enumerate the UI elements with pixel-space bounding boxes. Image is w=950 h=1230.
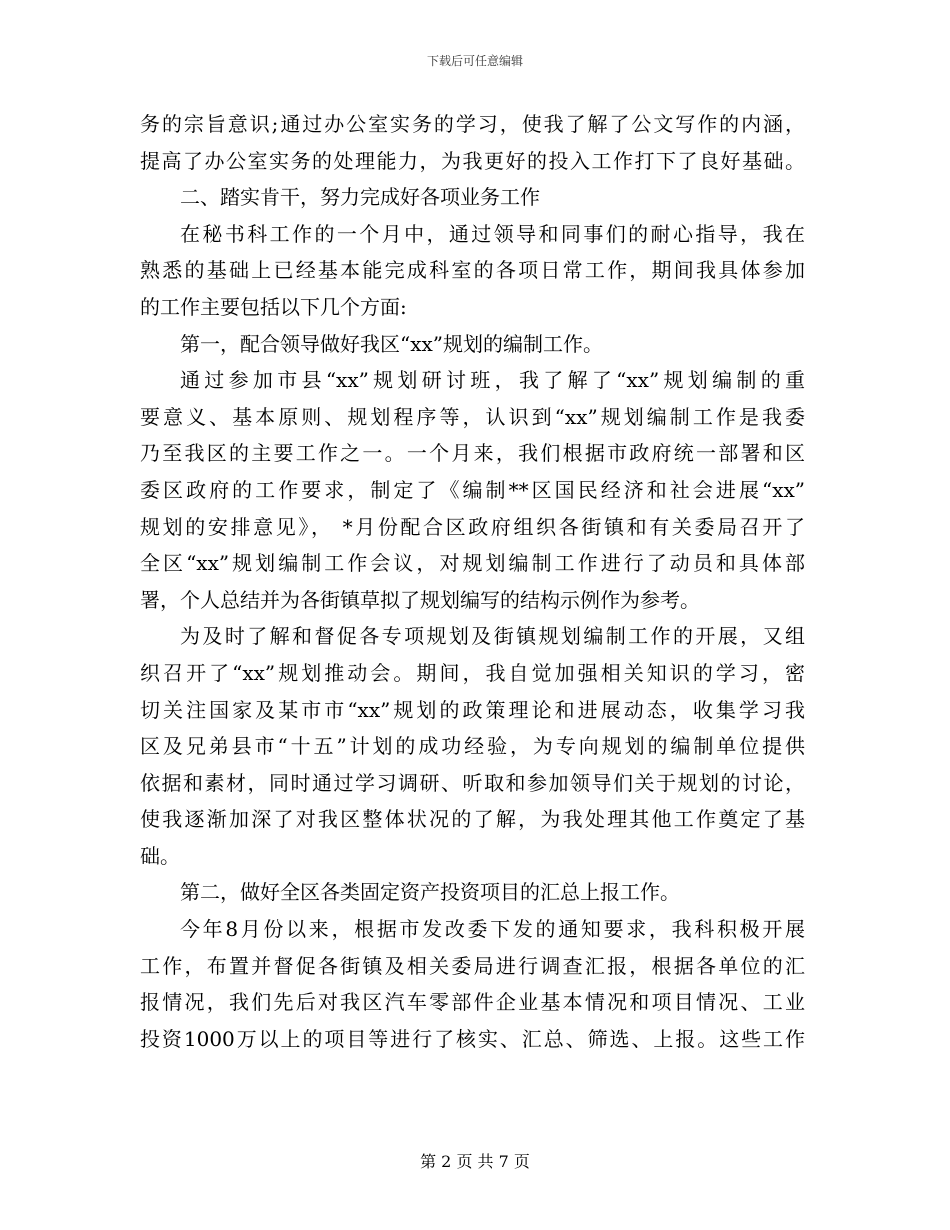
- text-line: 通过参加市县“xx”规划研讨班，我了解了“xx”规划编制的重: [180, 368, 805, 393]
- text-line: 要意义、基本原则、规划程序等，认识到“xx”规划编制工作是我委: [140, 404, 805, 429]
- text-line: 二、踏实肯干，努力完成好各项业务工作: [180, 185, 540, 210]
- text-line: 工作，布置并督促各街镇及相关委局进行调查汇报，根据各单位的汇: [140, 953, 805, 978]
- text-line: 务的宗旨意识;通过办公室实务的学习，使我了解了公文写作的内涵，: [140, 112, 805, 136]
- page-footer: 第 2 页 共 7 页: [420, 1152, 530, 1171]
- text-line: 报情况，我们先后对我区汽车零部件企业基本情况和项目情况、工业: [140, 990, 805, 1015]
- text-line: 提高了办公室实务的处理能力，为我更好的投入工作打下了良好基础。: [140, 148, 805, 173]
- text-line: 委区政府的工作要求，制定了《编制**区国民经济和社会进展“xx”: [140, 477, 805, 502]
- text-line: 署，个人总结并为各街镇草拟了规划编写的结构示例作为参考。: [140, 587, 700, 612]
- text-line: 全区“xx”规划编制工作会议，对规划编制工作进行了动员和具体部: [140, 551, 805, 576]
- text-line: 切关注国家及某市市“xx”规划的政策理论和进展动态，收集学习我: [140, 697, 805, 722]
- text-line: 熟悉的基础上已经基本能完成科室的各项日常工作，期间我具体参加: [140, 258, 805, 283]
- text-line: 第二，做好全区各类固定资产投资项目的汇总上报工作。: [180, 880, 680, 905]
- text-line: 区及兄弟县市“十五”计划的成功经验，为专向规划的编制单位提供: [140, 734, 805, 759]
- text-line: 投资1000万以上的项目等进行了核实、汇总、筛选、上报。这些工作: [140, 1026, 805, 1051]
- text-line: 今年8月份以来，根据市发改委下发的通知要求，我科积极开展: [180, 917, 805, 942]
- text-line: 为及时了解和督促各专项规划及街镇规划编制工作的开展，又组: [180, 624, 805, 649]
- text-line: 使我逐渐加深了对我区整体状况的了解，为我处理其他工作奠定了基: [140, 807, 805, 832]
- document-body: [140, 106, 805, 1057]
- page-header: 下载后可任意编辑: [426, 54, 523, 68]
- text-line: 规划的安排意见》， *月份配合区政府组织各街镇和有关委局召开了: [140, 514, 805, 539]
- text-line: 第一，配合领导做好我区“xx”规划的编制工作。: [180, 331, 604, 356]
- text-line: 础。: [140, 843, 180, 868]
- text-line: 乃至我区的主要工作之一。一个月来，我们根据市政府统一部署和区: [140, 441, 805, 466]
- text-line: 在秘书科工作的一个月中，通过领导和同事们的耐心指导，我在: [180, 221, 805, 246]
- text-line: 依据和素材，同时通过学习调研、听取和参加领导们关于规划的讨论，: [140, 770, 805, 795]
- text-line: 的工作主要包括以下几个方面:: [140, 294, 407, 319]
- text-line: 织召开了“xx”规划推动会。期间，我自觉加强相关知识的学习，密: [140, 660, 805, 685]
